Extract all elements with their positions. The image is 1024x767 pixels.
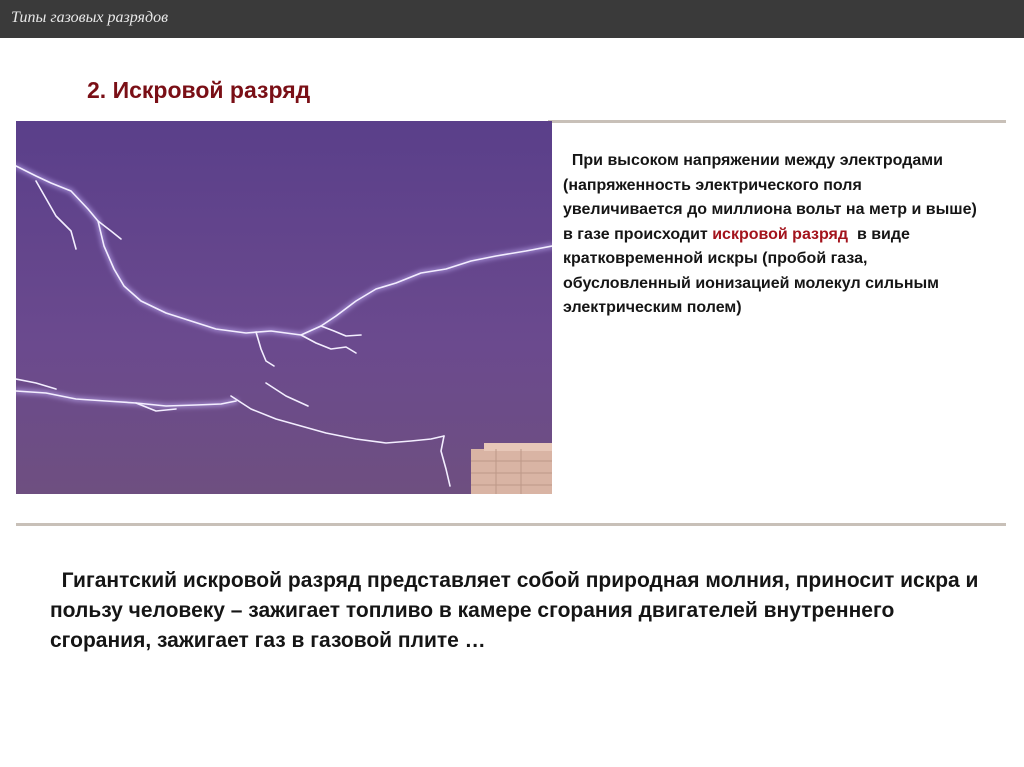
description-part1: При высоком напряжении между электродами (напряженность электрического поля увеличивается до миллиона вольт на метр и выше) в газе происходит <box>563 152 977 243</box>
building <box>471 443 552 494</box>
description-text <box>563 149 983 321</box>
highlight-term: искровой разряд <box>712 225 849 243</box>
slide-title: 2. Искровой разряд <box>87 77 311 103</box>
divider-middle <box>16 523 1006 526</box>
divider-top <box>548 120 1006 123</box>
top-bar <box>0 0 1024 38</box>
lightning-photo <box>16 121 552 494</box>
bottom-paragraph-text: Гигантский искровой разряд представляет собой природная молния, приносит искра и пользу человеку – зажигает топливо в камере сгорания двигателей внутреннего сгорания, зажигает газ в газовой плите … <box>50 569 979 652</box>
presentation-title: Типы газовых разрядов <box>11 9 169 26</box>
description-part2: в виде кратковременной искры (пробой газа, обусловленный ионизацией молекул сильным электрическим полем) <box>563 225 939 316</box>
bottom-paragraph <box>50 566 980 656</box>
